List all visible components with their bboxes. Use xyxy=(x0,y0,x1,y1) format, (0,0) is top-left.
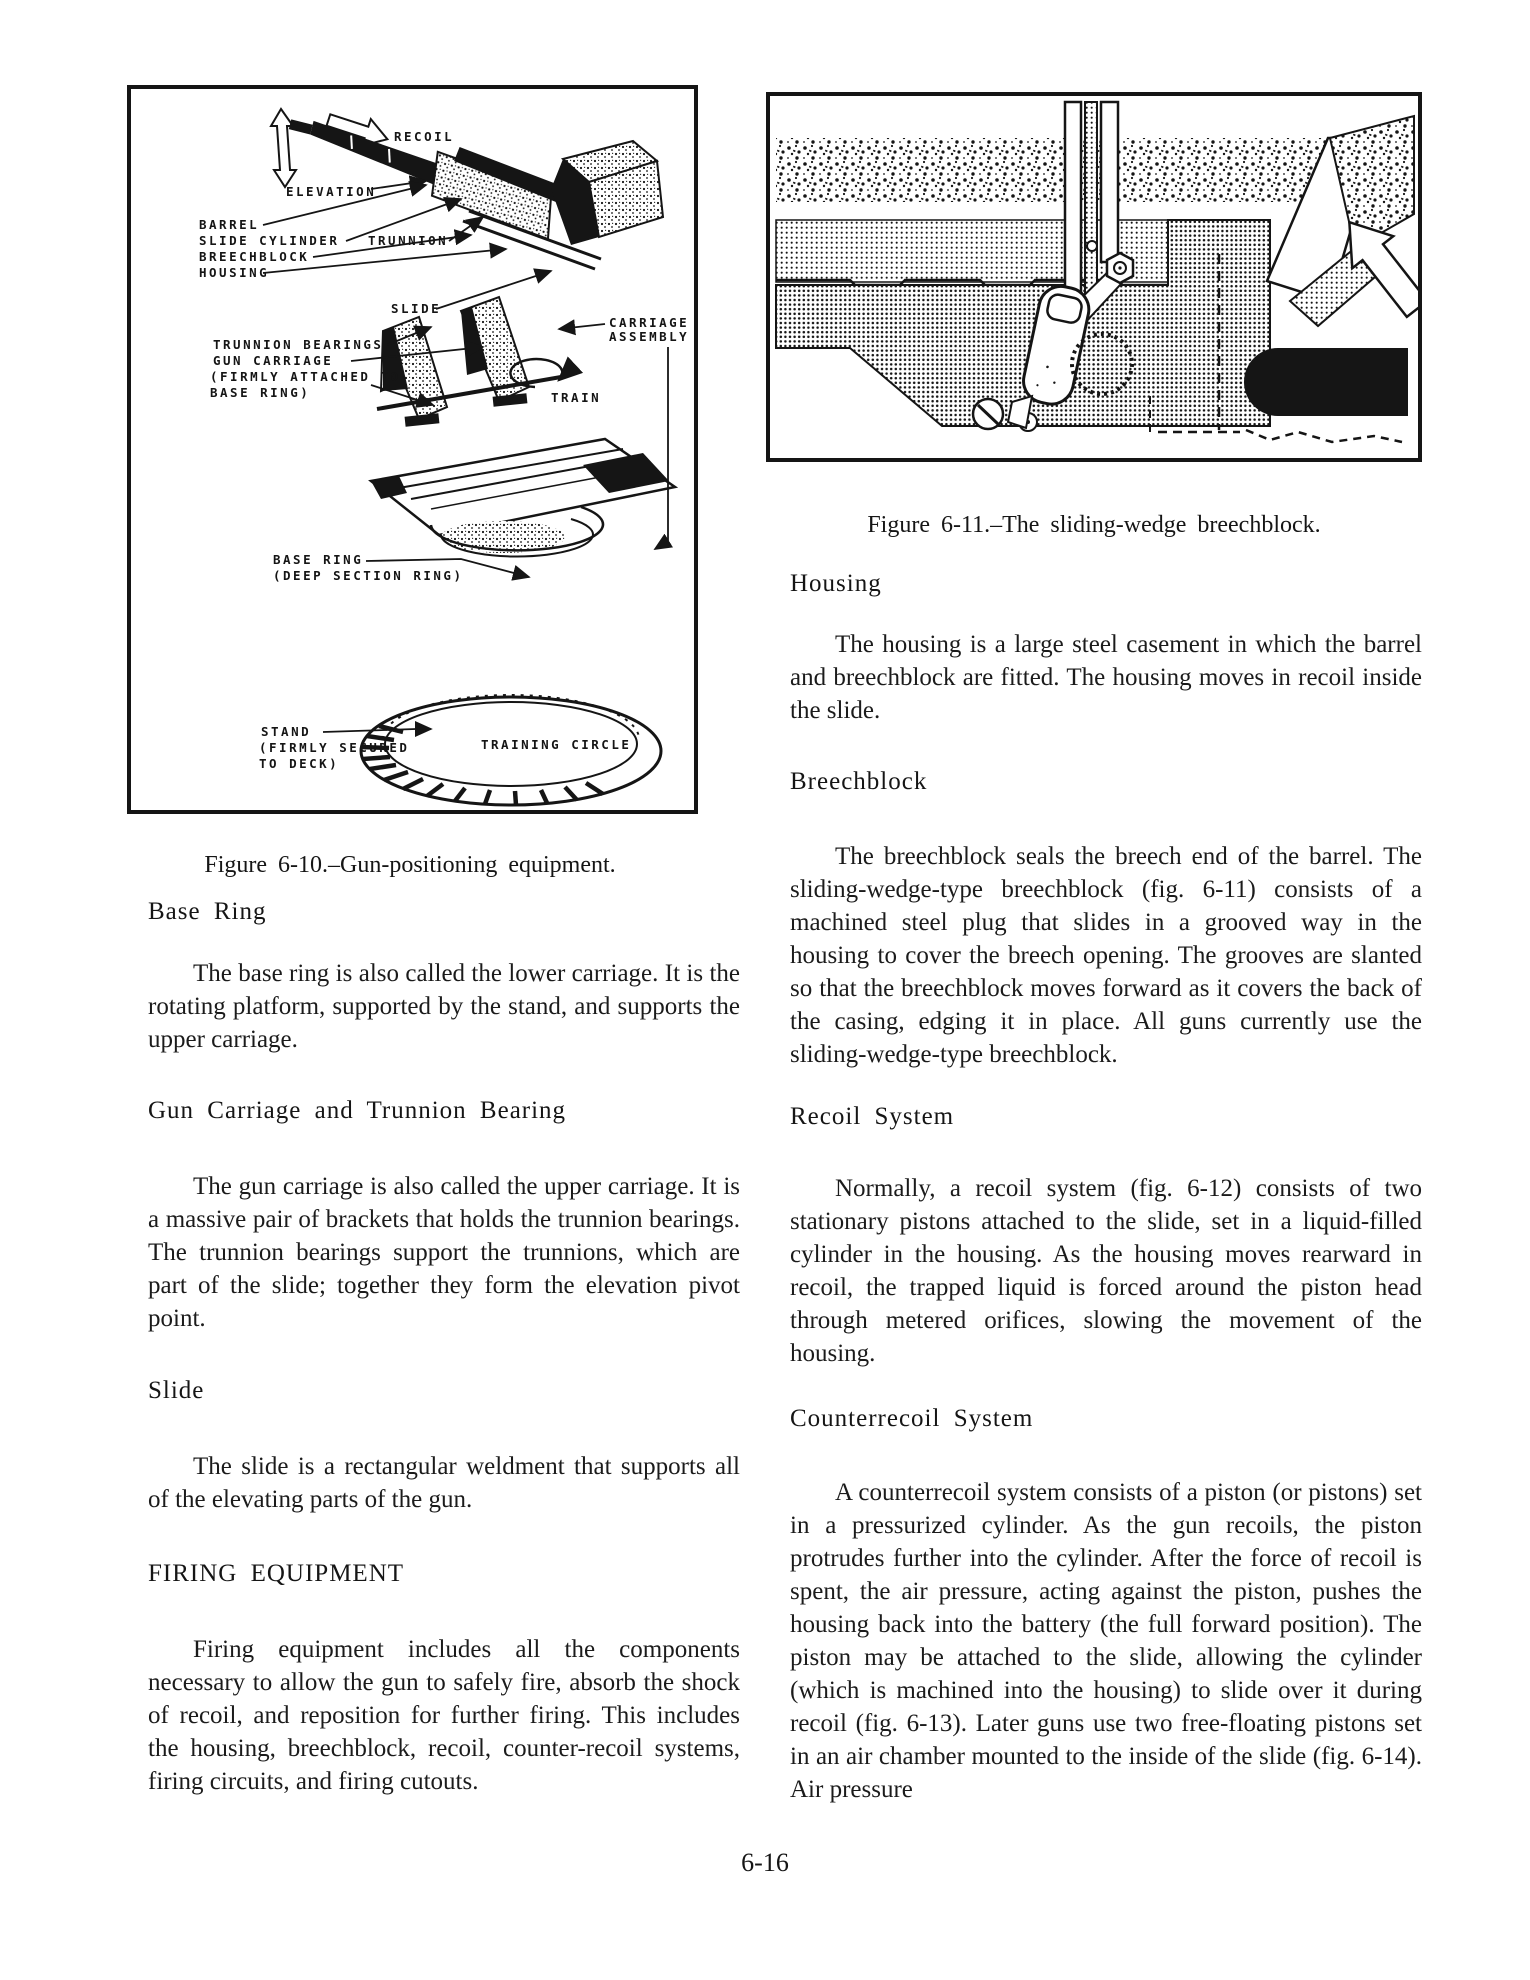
figure-6-11-caption: Figure 6-11.–The sliding-wedge breechblock. xyxy=(867,512,1321,538)
heading-firing-equipment: FIRING EQUIPMENT xyxy=(148,1560,405,1587)
paragraph-counterrecoil-system: A counterrecoil system consists of a piston (or pistons) set in a pressurized cylinder. As the gun recoils, the piston protrudes further into the cylinder. After the force of recoil is spent, the air pressure, acting against the piston, pushes the housing back into the battery (the full forward position). The piston may be attached to the slide, allowing the cylinder (which is machined into the housing) to slide over it during recoil (fig. 6-13). Later guns use two free-floating pistons set in an air chamber mounted to the inside of the slide (fig. 6-14). Air pressure xyxy=(790,1479,1422,1803)
figure-6-11-breechblock xyxy=(766,92,1422,462)
label-stand: (FIRMLY SECURED xyxy=(259,740,410,755)
label-barrel: BARREL xyxy=(199,217,260,232)
label-training-circle: TRAINING CIRCLE xyxy=(481,737,632,752)
label-train: TRAIN xyxy=(551,390,602,405)
label-housing: HOUSING xyxy=(199,265,270,280)
heading-breechblock: Breechblock xyxy=(790,768,928,795)
label-gun-carriage: BASE RING) xyxy=(210,385,311,400)
heading-recoil-system: Recoil System xyxy=(790,1103,955,1130)
recoil-cylinder xyxy=(1244,348,1408,416)
label-trunnion: TRUNNION xyxy=(368,233,449,248)
heading-housing: Housing xyxy=(790,570,882,597)
label-breechblock: BREECHBLOCK xyxy=(199,249,310,264)
paragraph-slide: The slide is a rectangular weldment that supports all of the elevating parts of the gun. xyxy=(148,1453,740,1513)
label-gun-carriage: (FIRMLY ATTACHED TO xyxy=(210,369,401,384)
base-ring-drawing xyxy=(371,439,675,556)
figure-6-10-caption: Figure 6-10.–Gun-positioning equipment. xyxy=(204,852,616,878)
gun-assembly-drawing xyxy=(278,106,587,245)
label-base-ring: BASE RING xyxy=(273,552,364,567)
label-carriage-assembly: CARRIAGE xyxy=(609,315,690,330)
label-gun-carriage: GUN CARRIAGE xyxy=(213,353,334,368)
heading-slide: Slide xyxy=(148,1377,205,1404)
carriage-brackets-drawing xyxy=(377,297,561,427)
breechblock-illustration xyxy=(770,96,1418,458)
label-base-ring: (DEEP SECTION RING) xyxy=(273,568,464,583)
paragraph-gun-carriage: The gun carriage is also called the upper carriage. It is a massive pair of brackets that holds the trunnion bearings. The trunnion bearings support the trunnions, which are part of the slide; together they form the elevation pivot point. xyxy=(148,1173,740,1332)
heading-gun-carriage: Gun Carriage and Trunnion Bearing xyxy=(148,1097,567,1124)
label-slide: SLIDE xyxy=(391,301,442,316)
paragraph-housing: The housing is a large steel casement in which the barrel and breechblock are fitted. The housing moves in recoil inside the slide. xyxy=(790,631,1422,724)
paragraph-base-ring: The base ring is also called the lower carriage. It is the rotating platform, supported by the stand, and supports the upper carriage. xyxy=(148,960,740,1053)
gun-positioning-illustration xyxy=(131,89,694,810)
label-stand: STAND xyxy=(261,724,312,739)
page-number: 6-16 xyxy=(741,1848,789,1877)
heading-base-ring: Base Ring xyxy=(148,898,267,925)
paragraph-recoil-system: Normally, a recoil system (fig. 6-12) consists of two stationary pistons attached to the slide, set in a liquid-filled cylinder in the housing. As the housing moves rearward in recoil, the trapped liquid is forced around the piston head through metered orifices, slowing the movement of the housing. xyxy=(790,1175,1422,1367)
coarse-stipple-band xyxy=(776,138,1336,202)
label-carriage-assembly: ASSEMBLY xyxy=(609,329,690,344)
paragraph-breechblock: The breechblock seals the breech end of the barrel. The sliding-wedge-type breechblock (fig. 6-11) consists of a machined steel plug that slides in a grooved way in the housing to cover the breech opening. The grooves are slanted so that the breechblock moves forward as it covers the back of the casing, edging it in place. All guns currently use the sliding-wedge-type breechblock. xyxy=(790,843,1422,1068)
label-trunnion-bearings: TRUNNION BEARINGS xyxy=(213,337,384,352)
heading-counterrecoil-system: Counterrecoil System xyxy=(790,1405,1034,1432)
hex-bolt-icon xyxy=(1107,253,1133,283)
label-stand: TO DECK) xyxy=(259,756,340,771)
figure-6-10-gun-positioning xyxy=(127,85,698,814)
paragraph-firing-equipment: Firing equipment includes all the components necessary to allow the gun to safely fire, absorb the shock of recoil, and reposition for further firing. This includes the housing, breechblock, recoil, counter-recoil systems, firing circuits, and firing cutouts. xyxy=(148,1636,740,1795)
label-slide-cylinder: SLIDE CYLINDER xyxy=(199,233,340,248)
label-recoil: RECOIL xyxy=(394,129,455,144)
label-elevation: ELEVATION xyxy=(286,184,377,199)
